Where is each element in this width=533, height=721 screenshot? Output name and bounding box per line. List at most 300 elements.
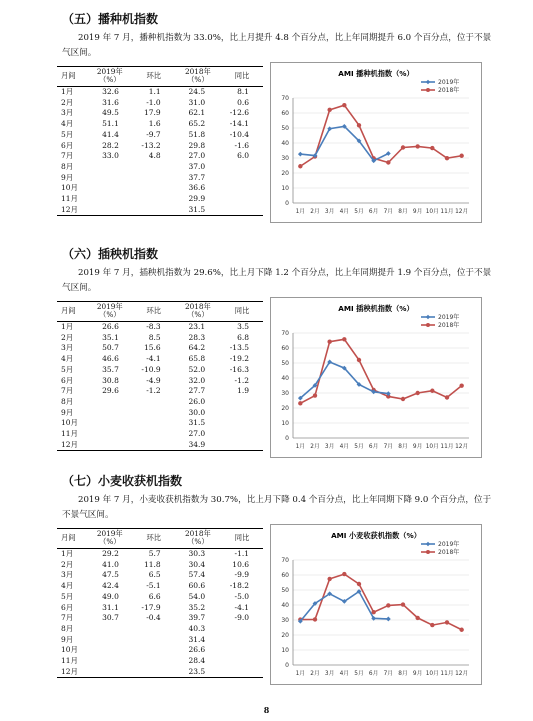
table-cell: -1.2 xyxy=(146,386,161,396)
legend-marker xyxy=(426,80,430,84)
table-cell: 1.6 xyxy=(148,119,161,129)
x-tick-label: 3月 xyxy=(324,444,335,450)
column-header-y2018: 2018年 （%） xyxy=(175,529,221,549)
column-header-y2019: 2019年 （%） xyxy=(87,67,133,87)
table-cell: 7月 xyxy=(61,151,74,161)
section-paragraph: 2019 年 7 月，小麦收获机指数为 30.7%，比上月下降 0.4 个百分点，比上年同期下降 9.0 个百分点，位于不景气区间。 xyxy=(62,495,492,520)
table-cell: 60.6 xyxy=(188,581,206,591)
x-tick-label: 3月 xyxy=(324,209,335,215)
table-cell xyxy=(221,656,263,667)
legend-label: 2018年 xyxy=(438,549,460,557)
table-cell: 6.6 xyxy=(148,591,161,601)
table-cell: 4月 xyxy=(61,354,74,364)
data-point-2018 xyxy=(401,602,405,606)
table-cell: -1.6 xyxy=(234,140,249,150)
table-cell: 40.3 xyxy=(188,623,206,633)
data-point-2018 xyxy=(445,395,449,399)
table-row xyxy=(57,645,263,656)
table-cell xyxy=(87,440,133,451)
table-row xyxy=(57,581,263,592)
data-table xyxy=(57,66,263,216)
table-cell: 23.5 xyxy=(175,667,221,678)
table-row xyxy=(57,194,263,205)
y-tick-label: 60 xyxy=(281,345,289,353)
x-tick-label: 5月 xyxy=(354,444,364,450)
column-header-y2018: 2018年 （%） xyxy=(175,67,221,87)
table-cell xyxy=(87,429,133,440)
table-cell: 31.4 xyxy=(188,634,206,644)
x-tick-label: 10月 xyxy=(425,444,439,450)
section-title: （六）插秧机指数 xyxy=(62,247,159,261)
table-row xyxy=(57,183,263,194)
table-cell xyxy=(133,183,175,194)
table-cell: 31.1 xyxy=(102,602,119,612)
table-cell: 37.7 xyxy=(188,172,206,182)
data-point-2018 xyxy=(459,154,463,158)
table-cell: 49.5 xyxy=(102,108,119,118)
table-cell xyxy=(87,162,133,173)
line-chart xyxy=(271,63,481,222)
table-cell xyxy=(133,635,175,646)
table-row xyxy=(57,333,263,344)
table-cell: 30.3 xyxy=(188,549,206,558)
line-chart xyxy=(271,525,481,684)
column-header-month: 月间 xyxy=(57,302,87,322)
table-cell xyxy=(133,667,175,678)
table-cell: 11月 xyxy=(61,429,79,439)
table-cell: 1.1 xyxy=(148,87,161,96)
table-cell: 6.0 xyxy=(237,151,249,161)
table-cell: 27.7 xyxy=(188,386,206,396)
table-cell: 35.2 xyxy=(188,602,206,612)
table-cell: 27.0 xyxy=(188,429,206,439)
table-cell: 54.0 xyxy=(188,591,206,601)
table-cell: -12.6 xyxy=(229,108,249,118)
chart-panel xyxy=(270,62,482,223)
y-tick-label: 0 xyxy=(285,662,289,670)
table-row xyxy=(57,613,263,624)
column-header-y2019: 2019年 （%） xyxy=(87,302,133,322)
legend-label: 2019年 xyxy=(438,314,460,322)
table-cell xyxy=(87,635,133,646)
data-point-2018 xyxy=(327,108,331,112)
y-tick-label: 40 xyxy=(281,375,289,383)
table-cell xyxy=(221,624,263,635)
table-cell: -9.9 xyxy=(234,570,249,580)
y-tick-label: 70 xyxy=(281,330,289,338)
table-cell: 5月 xyxy=(61,591,74,601)
x-tick-label: 6月 xyxy=(368,444,379,450)
table-cell: -17.9 xyxy=(141,602,161,612)
table-cell: -4.1 xyxy=(234,602,249,612)
table-cell: 17.9 xyxy=(143,108,161,118)
table-cell: 26.6 xyxy=(188,645,206,655)
column-header-yoy: 同比 xyxy=(221,67,263,87)
table-row xyxy=(57,108,263,119)
data-point-2018 xyxy=(401,397,405,401)
table-cell: 29.8 xyxy=(188,140,206,150)
y-tick-label: 10 xyxy=(281,420,289,428)
table-cell: 6月 xyxy=(61,602,74,612)
table-cell xyxy=(87,656,133,667)
y-tick-label: 40 xyxy=(281,602,289,610)
x-tick-label: 12月 xyxy=(455,671,469,677)
data-point-2018 xyxy=(415,391,419,395)
table-cell: 11月 xyxy=(61,194,79,204)
x-tick-label: 1月 xyxy=(295,209,306,215)
table-cell: 50.7 xyxy=(102,343,119,353)
y-tick-label: 50 xyxy=(281,360,289,368)
column-header-month: 月间 xyxy=(57,67,87,87)
table-row xyxy=(57,549,263,560)
column-header-month: 月间 xyxy=(57,529,87,549)
table-cell: 5月 xyxy=(61,129,74,139)
y-tick-label: 30 xyxy=(281,617,289,625)
table-cell: 5.7 xyxy=(148,549,161,558)
y-tick-label: 20 xyxy=(281,632,289,640)
data-point-2018 xyxy=(459,383,463,387)
table-cell: 32.0 xyxy=(188,375,206,385)
data-point-2018 xyxy=(386,160,390,164)
table-row xyxy=(57,656,263,667)
table-cell: 23.1 xyxy=(188,322,206,331)
table-cell: 65.2 xyxy=(188,119,206,129)
y-tick-label: 70 xyxy=(281,557,289,565)
table-cell: 37.0 xyxy=(188,161,206,171)
legend-marker xyxy=(426,88,430,92)
table-cell: 1月 xyxy=(61,87,74,96)
table-cell xyxy=(221,397,263,408)
table-cell xyxy=(87,397,133,408)
table-cell xyxy=(133,429,175,440)
y-tick-label: 70 xyxy=(281,95,289,103)
table-cell: 9月 xyxy=(61,634,74,644)
x-tick-label: 2月 xyxy=(310,209,320,215)
table-cell: 10月 xyxy=(61,645,79,655)
table-header-row xyxy=(57,67,263,87)
data-table xyxy=(57,528,263,678)
table-cell: 29.6 xyxy=(102,386,119,396)
x-tick-label: 8月 xyxy=(398,209,408,215)
table-row xyxy=(57,98,263,109)
table-row xyxy=(57,440,263,451)
table-cell: 31.6 xyxy=(102,97,119,107)
x-tick-label: 4月 xyxy=(339,671,350,677)
data-point-2018 xyxy=(445,620,449,624)
data-point-2018 xyxy=(371,610,375,614)
y-tick-label: 60 xyxy=(281,110,289,118)
x-tick-label: 1月 xyxy=(295,671,306,677)
x-tick-label: 9月 xyxy=(412,209,423,215)
table-cell: 3.5 xyxy=(237,322,249,331)
table-cell: 41.4 xyxy=(102,129,119,139)
x-tick-label: 10月 xyxy=(425,209,439,215)
section-paragraph: 2019 年 7 月，插秧机指数为 29.6%，比上月下降 1.2 个百分点，比上年同期提升 1.9 个百分点，位于不景气区间。 xyxy=(62,268,492,293)
y-tick-label: 0 xyxy=(285,200,289,208)
data-point-2018 xyxy=(357,123,361,127)
x-tick-label: 9月 xyxy=(412,671,423,677)
table-cell: 3月 xyxy=(61,570,74,580)
table-cell: 10月 xyxy=(61,183,79,193)
table-cell: 28.2 xyxy=(102,140,119,150)
table-cell: 49.0 xyxy=(102,591,119,601)
x-tick-label: 12月 xyxy=(455,209,469,215)
column-header-yoy: 同比 xyxy=(221,529,263,549)
data-point-2018 xyxy=(357,582,361,586)
y-tick-label: 50 xyxy=(281,587,289,595)
table-row xyxy=(57,429,263,440)
table-cell: 26.6 xyxy=(102,322,119,331)
table-cell xyxy=(133,162,175,173)
data-point-2018 xyxy=(459,628,463,632)
y-tick-label: 20 xyxy=(281,405,289,413)
table-row xyxy=(57,365,263,376)
table-row xyxy=(57,173,263,184)
table-cell: -5.0 xyxy=(234,591,249,601)
column-header-y2019: 2019年 （%） xyxy=(87,529,133,549)
y-tick-label: 30 xyxy=(281,155,289,163)
data-point-2018 xyxy=(327,340,331,344)
chart-title: AMI 播种机指数（%） xyxy=(338,69,414,78)
table-cell: 42.4 xyxy=(102,581,119,591)
table-row xyxy=(57,162,263,173)
table-header-row xyxy=(57,302,263,322)
x-tick-label: 3月 xyxy=(324,671,335,677)
table-cell: 30.7 xyxy=(102,613,119,623)
table-cell xyxy=(87,408,133,419)
table-cell: 29.9 xyxy=(188,194,206,204)
table-cell: 12月 xyxy=(57,440,87,451)
table-cell: 0.6 xyxy=(237,97,249,107)
x-tick-label: 8月 xyxy=(398,444,408,450)
table-cell xyxy=(221,418,263,429)
table-cell xyxy=(133,194,175,205)
x-tick-label: 5月 xyxy=(354,209,364,215)
table-cell: 12月 xyxy=(57,667,87,678)
data-point-2019 xyxy=(386,617,391,622)
table-cell: 8月 xyxy=(61,161,74,171)
legend-marker xyxy=(426,323,430,327)
table-cell: 9月 xyxy=(61,407,74,417)
y-tick-label: 50 xyxy=(281,125,289,133)
data-point-2018 xyxy=(430,146,434,150)
x-tick-label: 2月 xyxy=(310,444,320,450)
table-cell: 9月 xyxy=(61,172,74,182)
line-chart xyxy=(271,298,481,457)
table-cell xyxy=(87,194,133,205)
table-cell: 26.0 xyxy=(188,396,206,406)
section-title: （七）小麦收获机指数 xyxy=(62,474,183,488)
table-cell xyxy=(221,183,263,194)
table-cell: -10.9 xyxy=(141,364,161,374)
y-tick-label: 30 xyxy=(281,390,289,398)
column-header-y2018: 2018年 （%） xyxy=(175,302,221,322)
series-line-2018 xyxy=(300,574,461,630)
y-tick-label: 10 xyxy=(281,185,289,193)
table-cell: 41.0 xyxy=(102,559,119,569)
table-row xyxy=(57,560,263,571)
data-point-2018 xyxy=(430,623,434,627)
data-point-2018 xyxy=(430,389,434,393)
table-cell: -14.1 xyxy=(229,119,249,129)
table-cell: 34.9 xyxy=(175,440,221,451)
table-cell: 36.6 xyxy=(188,183,206,193)
legend-label: 2019年 xyxy=(438,541,460,549)
x-tick-label: 2月 xyxy=(310,671,320,677)
x-tick-label: 1月 xyxy=(295,444,306,450)
table-cell xyxy=(221,667,263,678)
legend-label: 2018年 xyxy=(438,87,460,95)
table-cell: 35.7 xyxy=(102,364,119,374)
chart-title: AMI 小麦收获机指数（%） xyxy=(331,531,421,540)
table-cell: 1.9 xyxy=(237,386,249,396)
x-tick-label: 8月 xyxy=(398,671,408,677)
data-point-2018 xyxy=(415,144,419,148)
table-cell: 28.3 xyxy=(188,332,206,342)
table-cell xyxy=(87,183,133,194)
x-tick-label: 6月 xyxy=(368,209,379,215)
table-cell xyxy=(221,635,263,646)
table-cell xyxy=(133,408,175,419)
table-cell: -1.2 xyxy=(234,375,249,385)
y-tick-label: 10 xyxy=(281,647,289,655)
table-cell: 2月 xyxy=(61,332,74,342)
table-cell xyxy=(221,205,263,216)
x-tick-label: 7月 xyxy=(383,444,394,450)
legend-marker xyxy=(426,542,430,546)
table-cell: -8.3 xyxy=(146,322,161,331)
data-point-2018 xyxy=(445,156,449,160)
table-cell: 28.4 xyxy=(188,656,206,666)
table-cell: -5.1 xyxy=(146,581,161,591)
table-cell: -1.1 xyxy=(234,549,249,558)
table-cell: 3月 xyxy=(61,343,74,353)
table-cell: 32.6 xyxy=(102,87,119,96)
y-tick-label: 0 xyxy=(285,435,289,443)
x-tick-label: 11月 xyxy=(440,444,454,450)
table-cell: 7月 xyxy=(61,386,74,396)
table-cell: 64.2 xyxy=(188,343,206,353)
table-header-row xyxy=(57,529,263,549)
legend-label: 2018年 xyxy=(438,322,460,330)
table-cell xyxy=(133,205,175,216)
table-row xyxy=(57,141,263,152)
table-cell: -4.1 xyxy=(146,354,161,364)
table-cell: 10.6 xyxy=(232,559,249,569)
table-cell: -13.2 xyxy=(141,140,161,150)
table-cell: 15.6 xyxy=(143,343,161,353)
table-cell: 5月 xyxy=(61,364,74,374)
chart-panel xyxy=(270,297,482,458)
table-cell xyxy=(133,645,175,656)
table-cell xyxy=(133,173,175,184)
table-cell: 46.6 xyxy=(102,354,119,364)
section-paragraph: 2019 年 7 月，播种机指数为 33.0%，比上月提升 4.8 个百分点，比上年同期提升 6.0 个百分点，位于不景气区间。 xyxy=(62,33,492,58)
table-cell: 4.8 xyxy=(148,151,161,161)
table-cell: 30.4 xyxy=(188,559,206,569)
table-cell: 6月 xyxy=(61,140,74,150)
page-number: 8 xyxy=(263,705,270,715)
x-tick-label: 10月 xyxy=(425,671,439,677)
table-cell xyxy=(133,418,175,429)
table-cell xyxy=(221,173,263,184)
y-tick-label: 60 xyxy=(281,572,289,580)
table-cell xyxy=(87,667,133,678)
table-cell: 65.8 xyxy=(188,354,206,364)
x-tick-label: 7月 xyxy=(383,671,394,677)
column-header-mom: 环比 xyxy=(133,529,175,549)
table-row xyxy=(57,397,263,408)
table-cell: 8月 xyxy=(61,396,74,406)
table-cell xyxy=(221,194,263,205)
table-cell: 8.1 xyxy=(237,87,249,96)
table-cell: 31.5 xyxy=(188,418,206,428)
table-cell: 12月 xyxy=(57,205,87,216)
table-cell xyxy=(221,162,263,173)
column-header-mom: 环比 xyxy=(133,67,175,87)
table-row xyxy=(57,205,263,216)
table-cell: -18.2 xyxy=(229,581,249,591)
table-row xyxy=(57,119,263,130)
data-point-2018 xyxy=(298,401,302,405)
table-row xyxy=(57,343,263,354)
table-cell xyxy=(221,429,263,440)
table-cell xyxy=(221,645,263,656)
table-cell: 2月 xyxy=(61,559,74,569)
table-cell: 1月 xyxy=(61,549,74,558)
y-tick-label: 20 xyxy=(281,170,289,178)
table-row xyxy=(57,408,263,419)
table-cell: 57.4 xyxy=(188,570,206,580)
chart-title: AMI 插秧机指数（%） xyxy=(338,304,414,313)
table-cell xyxy=(87,418,133,429)
table-row xyxy=(57,603,263,614)
table-cell xyxy=(133,397,175,408)
x-tick-label: 12月 xyxy=(455,444,469,450)
chart-panel xyxy=(270,524,482,685)
data-point-2018 xyxy=(415,616,419,620)
table-cell: 11.8 xyxy=(143,559,161,569)
table-cell: -9.0 xyxy=(234,613,249,623)
table-row xyxy=(57,386,263,397)
table-row xyxy=(57,376,263,387)
table-row xyxy=(57,624,263,635)
table-cell: 33.0 xyxy=(102,151,119,161)
table-cell: 31.5 xyxy=(175,205,221,216)
table-cell: 62.1 xyxy=(188,108,206,118)
data-point-2018 xyxy=(386,603,390,607)
table-cell: -10.4 xyxy=(229,129,249,139)
table-row xyxy=(57,87,263,98)
table-cell xyxy=(221,408,263,419)
table-cell xyxy=(133,440,175,451)
table-cell: 6.5 xyxy=(148,570,161,580)
table-cell: 27.0 xyxy=(188,151,206,161)
table-row xyxy=(57,592,263,603)
table-cell: 47.5 xyxy=(102,570,119,580)
data-point-2018 xyxy=(313,617,317,621)
table-cell: -1.0 xyxy=(146,97,161,107)
table-cell: 10月 xyxy=(61,418,79,428)
table-cell: -0.4 xyxy=(146,613,161,623)
table-row xyxy=(57,354,263,365)
data-point-2018 xyxy=(401,145,405,149)
table-cell: 6月 xyxy=(61,375,74,385)
data-point-2018 xyxy=(327,577,331,581)
x-tick-label: 11月 xyxy=(440,671,454,677)
table-cell: -16.3 xyxy=(229,364,249,374)
x-tick-label: 4月 xyxy=(339,444,350,450)
